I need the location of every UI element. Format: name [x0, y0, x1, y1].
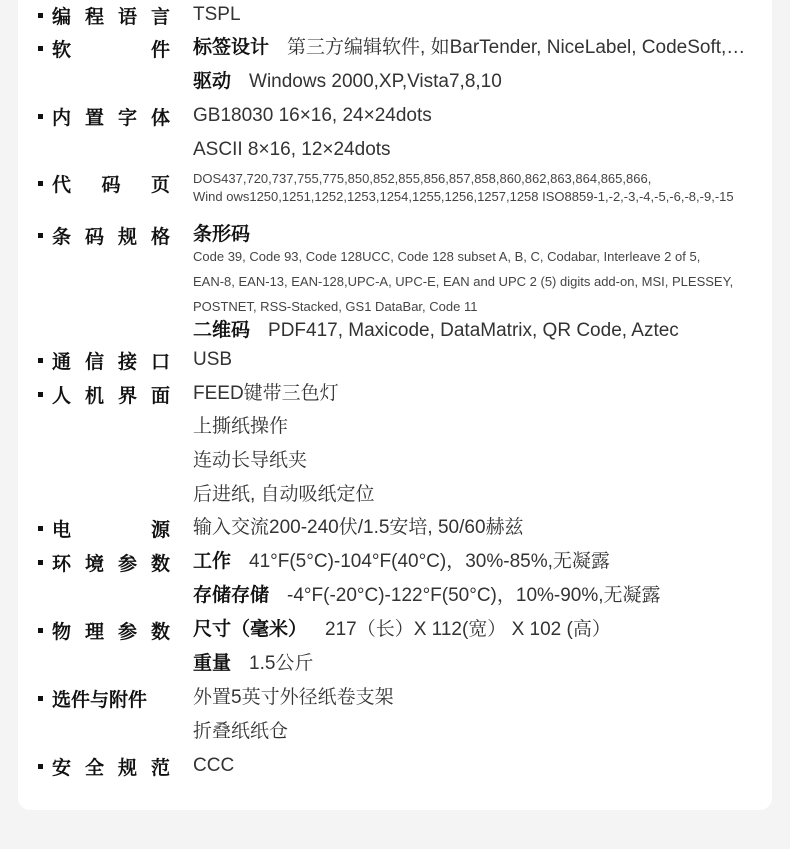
spec-value: 217（长）X 112(宽） X 102 (高） [325, 619, 611, 640]
spec-label-char: 规 [117, 757, 137, 779]
spec-line [193, 135, 391, 165]
spec-label-char: 接 [117, 351, 137, 373]
spec-label-char: 环 [52, 553, 72, 575]
spec-value: GB18030 16×16, 24×24dots [193, 105, 432, 126]
spec-label [38, 33, 170, 63]
bullet-icon [38, 358, 43, 363]
spec-label-char: 数 [150, 553, 170, 575]
spec-label-char: 全 [84, 757, 104, 779]
spec-label-text [52, 103, 170, 130]
spec-label-char: 程 [84, 6, 104, 28]
spec-key: 尺寸（毫米） [193, 619, 308, 640]
spec-value: 第三方编辑软件, 如BarTender, NiceLabel, CodeSoft,… [287, 37, 746, 58]
spec-label-char: 内 [52, 107, 72, 129]
spec-key: 二维码 [193, 320, 251, 341]
spec-value: EAN-8, EAN-13, EAN-128,UPC-A, UPC-E, EAN and UPC 2 (5) digits add-on, MSI, PLESSEY, [193, 274, 734, 289]
spec-value: 1.5公斤 [249, 653, 314, 674]
spec-label [38, 513, 170, 543]
spec-label-text [52, 617, 170, 644]
spec-line [193, 649, 313, 679]
spec-line [193, 480, 375, 510]
spec-label-char: 参 [117, 621, 137, 643]
spec-label-char: 码 [84, 226, 104, 248]
spec-label-char: 软 [52, 39, 72, 61]
spec-value: PDF417, Maxicode, DataMatrix, QR Code, Aztec [268, 320, 679, 341]
spec-label-char: 机 [84, 385, 104, 407]
spec-label [38, 345, 170, 375]
spec-line [193, 446, 307, 476]
spec-label-text [52, 2, 170, 29]
spec-value: CCC [193, 755, 235, 776]
spec-label [38, 220, 170, 250]
spec-label-char: 面 [150, 385, 170, 407]
spec-label [38, 379, 170, 409]
spec-line [193, 271, 733, 292]
spec-label-text [52, 549, 170, 576]
spec-line [193, 0, 241, 30]
spec-label [38, 751, 170, 781]
spec-label-char: 范 [150, 757, 170, 779]
bullet-icon [38, 181, 43, 186]
bullet-icon [38, 560, 43, 565]
spec-label-text [52, 381, 170, 408]
spec-label-char: 言 [150, 6, 170, 28]
spec-value: POSTNET, RSS-Stacked, GS1 DataBar, Code 11 [193, 299, 478, 314]
spec-label-text [52, 35, 170, 62]
spec-line [193, 33, 745, 63]
spec-value: -4°F(-20°C)-122°F(50°C)，10%-90%,无凝露 [287, 585, 661, 606]
spec-label-char: 语 [117, 6, 137, 28]
spec-label [38, 683, 170, 713]
spec-value: 输入交流200-240伏/1.5安培, 50/60赫兹 [193, 517, 524, 538]
spec-label [38, 547, 170, 577]
spec-label-text [52, 222, 170, 249]
bullet-icon [38, 233, 43, 238]
spec-label-char: 编 [52, 6, 72, 28]
spec-line [193, 101, 432, 131]
spec-line [193, 67, 502, 97]
spec-key: 条形码 [193, 224, 251, 245]
spec-key: 驱动 [193, 71, 232, 92]
spec-label-text [52, 347, 170, 374]
spec-label-char: 电 [52, 519, 72, 541]
spec-label-char: 口 [150, 351, 170, 373]
spec-label-char: 安 [52, 757, 72, 779]
spec-line [193, 717, 288, 747]
spec-value: 折叠纸纸仓 [193, 721, 289, 742]
bullet-icon [38, 114, 43, 119]
spec-value: FEED键带三色灯 [193, 383, 339, 404]
spec-label-char: 规 [117, 226, 137, 248]
spec-label-char: 置 [84, 107, 104, 129]
spec-value: Code 39, Code 93, Code 128UCC, Code 128 subset A, B, C, Codabar, Interleave 2 of 5, [193, 249, 701, 264]
spec-line [193, 345, 232, 375]
spec-label-char: 格 [150, 226, 170, 248]
spec-line [193, 513, 524, 543]
spec-line [193, 751, 234, 781]
spec-label-char: 界 [117, 385, 137, 407]
spec-label [38, 168, 170, 198]
spec-line [193, 296, 477, 317]
spec-label-char: 通 [52, 351, 72, 373]
spec-value: 后进纸, 自动吸纸定位 [193, 484, 375, 505]
spec-value: 外置5英寸外径纸卷支架 [193, 687, 394, 708]
spec-line [193, 615, 611, 645]
spec-label-char: 条 [52, 226, 72, 248]
spec-label-text: 选件与附件 [52, 689, 148, 711]
spec-key: 标签设计 [193, 37, 270, 58]
spec-line [193, 412, 288, 442]
spec-value: ASCII 8×16, 12×24dots [193, 139, 391, 160]
spec-value: 连动长导纸夹 [193, 450, 308, 471]
bullet-icon [38, 13, 43, 18]
spec-label-char: 物 [52, 621, 72, 643]
spec-key: 存储存储 [193, 585, 270, 606]
spec-label [38, 615, 170, 645]
spec-line [193, 683, 394, 713]
bullet-icon [38, 46, 43, 51]
spec-value: Windows 2000,XP,Vista7,8,10 [249, 71, 502, 92]
bullet-icon [38, 764, 43, 769]
spec-label [38, 0, 170, 30]
bullet-icon [38, 526, 43, 531]
spec-value: Wind ows1250,1251,1252,1253,1254,1255,1256,1257,1258 ISO8859-1,-2,-3,-4,-5,-6,-8,-9,-15 [193, 189, 734, 204]
spec-label-char: 人 [52, 385, 72, 407]
spec-line [193, 547, 610, 577]
spec-label-char: 源 [150, 519, 170, 541]
spec-label-char: 参 [117, 553, 137, 575]
spec-card [18, 0, 772, 810]
spec-label-char: 境 [84, 553, 104, 575]
spec-value: DOS437,720,737,755,775,850,852,855,856,857,858,860,862,863,864,865,866, [193, 171, 652, 186]
spec-label-text [52, 753, 170, 780]
spec-label-char: 理 [84, 621, 104, 643]
spec-label-text [52, 515, 170, 542]
spec-label-char: 字 [117, 107, 137, 129]
spec-label-char: 代 [52, 174, 72, 196]
spec-line [193, 246, 700, 267]
spec-line [193, 379, 339, 409]
spec-label [38, 101, 170, 131]
spec-line [193, 581, 661, 611]
spec-label-char: 页 [150, 174, 170, 196]
spec-label-char: 件 [150, 39, 170, 61]
spec-key: 工作 [193, 551, 232, 572]
bullet-icon [38, 392, 43, 397]
spec-value: USB [193, 349, 233, 370]
spec-label-char: 数 [150, 621, 170, 643]
spec-label-char: 信 [84, 351, 104, 373]
spec-key: 重量 [193, 653, 232, 674]
spec-value: 上撕纸操作 [193, 416, 289, 437]
spec-line [193, 186, 734, 207]
spec-value: 41°F(5°C)-104°F(40°C)，30%-85%,无凝露 [249, 551, 610, 572]
bullet-icon [38, 696, 43, 701]
spec-line [193, 316, 679, 346]
bullet-icon [38, 628, 43, 633]
spec-label-char: 体 [150, 107, 170, 129]
spec-label-text [52, 170, 170, 197]
spec-label-char: 码 [101, 174, 121, 196]
spec-value: TSPL [193, 4, 241, 25]
